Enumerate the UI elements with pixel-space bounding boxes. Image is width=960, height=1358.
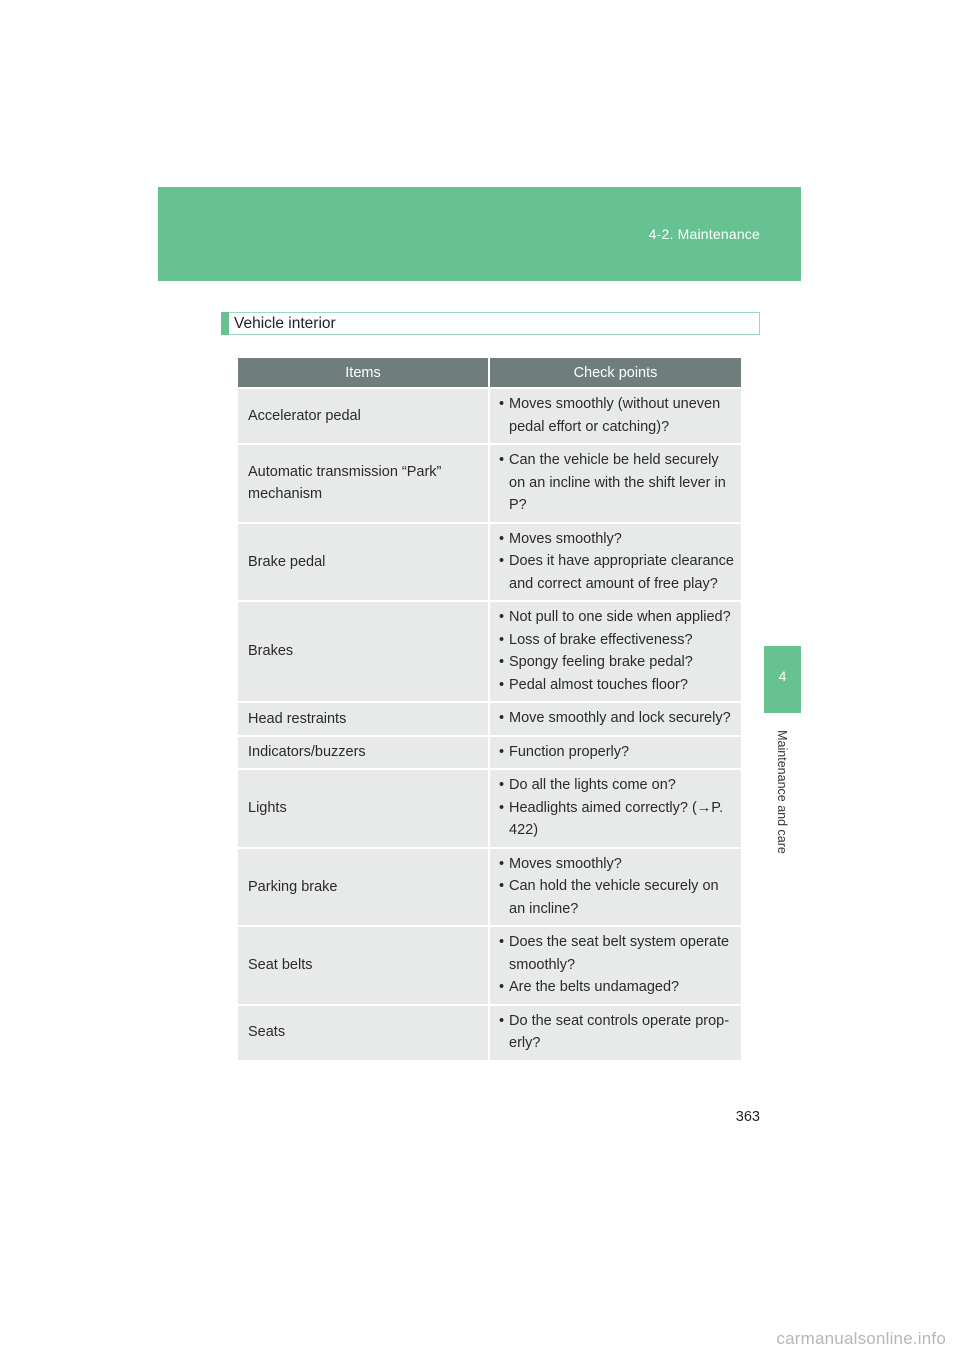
- header-band: [158, 187, 801, 281]
- section-heading: [221, 312, 760, 335]
- table-row: [238, 601, 741, 702]
- item-cell: Brake pedal: [238, 523, 489, 602]
- check-point: • Pedal almost touches floor?: [499, 674, 737, 697]
- check-points-list: [499, 931, 737, 999]
- table-row: [238, 702, 741, 736]
- item-cell: Seats: [238, 1005, 489, 1060]
- section-title: Vehicle interior: [234, 315, 336, 332]
- check-points-cell: [489, 601, 741, 702]
- check-points-cell: [489, 926, 741, 1005]
- item-cell: Seat belts: [238, 926, 489, 1005]
- check-point: • Can the vehicle be held securely on an incline with the shift lever in P?: [499, 449, 737, 517]
- check-point: • Spongy feeling brake pedal?: [499, 651, 737, 674]
- table-row: [238, 523, 741, 602]
- item-cell: Brakes: [238, 601, 489, 702]
- table-row: [238, 736, 741, 770]
- check-points-cell: [489, 388, 741, 444]
- check-point: • Move smoothly and lock securely?: [499, 707, 737, 730]
- check-points-list: [499, 528, 737, 596]
- check-point: • Does it have appropriate clearance and correct amount of free play?: [499, 550, 737, 595]
- page-number: 363: [735, 1109, 760, 1125]
- table-row: [238, 1005, 741, 1060]
- item-cell: Head restraints: [238, 702, 489, 736]
- chapter-number: 4: [778, 668, 787, 684]
- check-point: • Not pull to one side when applied?: [499, 606, 737, 629]
- check-points-cell: [489, 1005, 741, 1060]
- chapter-tab: [764, 646, 801, 713]
- check-point: • Are the belts undamaged?: [499, 976, 737, 999]
- check-point: • Does the seat belt system operate smoothly?: [499, 931, 737, 976]
- item-cell: Parking brake: [238, 848, 489, 927]
- check-points-list: [499, 449, 737, 517]
- check-point: • Moves smoothly?: [499, 528, 737, 551]
- section-breadcrumb: 4-2. Maintenance: [648, 226, 760, 242]
- check-points-list: [499, 393, 737, 438]
- check-points-list: [499, 853, 737, 921]
- check-point: • Moves smoothly (without uneven pedal effort or catching)?: [499, 393, 737, 438]
- check-point: • Loss of brake effectiveness?: [499, 629, 737, 652]
- check-point: • Moves smoothly?: [499, 853, 737, 876]
- check-points-cell: [489, 702, 741, 736]
- check-table: [238, 358, 741, 1060]
- table-row: [238, 388, 741, 444]
- section-heading-accent-bar: [221, 312, 229, 335]
- check-points-cell: [489, 444, 741, 523]
- table-row: [238, 444, 741, 523]
- table-body: [238, 388, 741, 1060]
- table-row: [238, 848, 741, 927]
- item-cell: Automatic transmission “Park” mechanism: [238, 444, 489, 523]
- check-point: • Headlights aimed correctly? (→P. 422): [499, 797, 737, 842]
- item-cell: Lights: [238, 769, 489, 848]
- check-points-list: [499, 606, 737, 696]
- column-header-check-points: Check points: [489, 358, 741, 388]
- check-points-list: [499, 741, 737, 764]
- table-row: [238, 769, 741, 848]
- watermark: carmanualsonline.info: [776, 1329, 946, 1348]
- check-points-cell: [489, 523, 741, 602]
- check-point: • Do all the lights come on?: [499, 774, 737, 797]
- check-points-cell: [489, 848, 741, 927]
- check-points-list: [499, 707, 737, 730]
- item-cell: Indicators/buzzers: [238, 736, 489, 770]
- item-cell: Accelerator pedal: [238, 388, 489, 444]
- check-point: • Do the seat controls operate prop-erly?: [499, 1010, 737, 1055]
- check-points-list: [499, 1010, 737, 1055]
- column-header-items: Items: [238, 358, 489, 388]
- check-point: • Function properly?: [499, 741, 737, 764]
- check-points-list: [499, 774, 737, 842]
- table-row: [238, 926, 741, 1005]
- check-points-cell: [489, 736, 741, 770]
- chapter-label: Maintenance and care: [775, 730, 789, 854]
- table-header-row: [238, 358, 741, 388]
- check-point: • Can hold the vehicle securely on an incline?: [499, 875, 737, 920]
- check-points-cell: [489, 769, 741, 848]
